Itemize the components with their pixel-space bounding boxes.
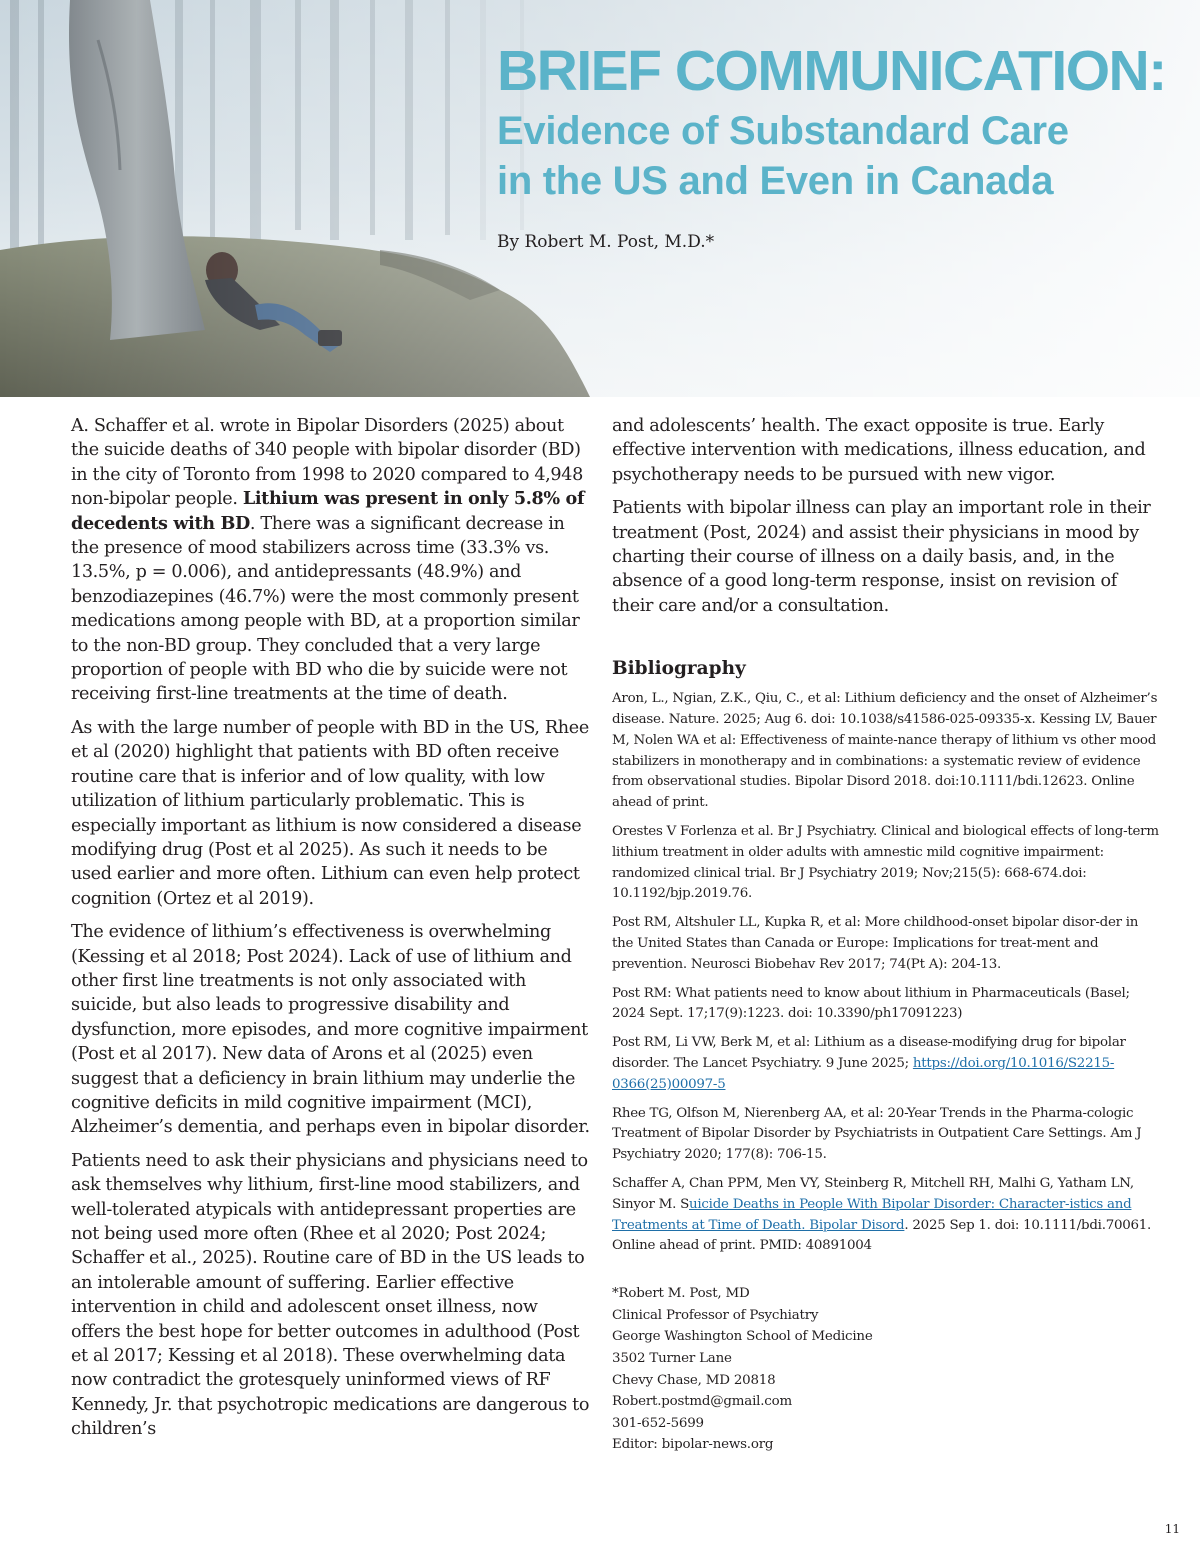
author-city: Chevy Chase, MD 20818 [612,1372,776,1388]
byline: By Robert M. Post, M.D.* [497,232,715,252]
paragraph-1-bold: Lithium was present in only 5.8% of decedents with BD [71,488,585,534]
paragraph-4-continued: and adolescents’ health. The exact opposite is true. Early effective intervention with medications, illness education, and psychotherapy needs to be pursued with new vigor. [612,416,1146,485]
bibliography-entry-4: Post RM: What patients need to know about lithium in Pharmaceuticals (Basel; 2024 Sept. 17;17(9):1223. doi: 10.3390/ph17091223) [612,985,1130,1022]
paragraph-1-text-a: A. Schaffer et al. wrote in Bipolar Disorders (2025) about the suicide deaths of 340 people with bipolar disorder (BD) in the city of Toronto from 1998 to 2020 compared to 4,948 non-bipolar people. [71,416,583,510]
page-number: 11 [1164,1522,1180,1536]
author-editor: Editor: bipolar-news.org [612,1437,774,1453]
bibliography-entry-6: Rhee TG, Olfson M, Nierenberg AA, et al: 20-Year Trends in the Pharma-cologic Treatment of Bipolar Disorder by Psychiatrists in Outpatient Care Settings. Am J Psychiatry 2020; 177(8): 706-15. [612,1105,1142,1163]
author-institution: George Washington School of Medicine [612,1329,873,1345]
paragraph-3: The evidence of lithium’s effectiveness is overwhelming (Kessing et al 2018; Post 2024). Lack of use of lithium and other first line treatments is not only associated with suicide, but also leads to progressive disability and dysfunction, more episodes, and more cognitive impairment (Post et al 2017). New data of Arons et al (2025) even suggest that a deficiency in brain lithium may underlie the cognitive deficits in mild cognitive impairment (MCI), Alzheimer’s dementia, and perhaps even in bipolar disorder. [71,922,590,1138]
doi-link[interactable]: https://doi.org/10.1016/S2215-0366(25)00097-5 [612,1056,1115,1092]
article-title-link[interactable]: uicide Deaths in People With Bipolar Disorder: Character-istics and Treatments at Time of Death. Bipolar Disord [612,1196,1132,1233]
article-subtitle [497,106,1187,206]
paragraph-4: Patients need to ask their physicians and physicians need to ask themselves why lithium, first-line mood stabilizers, and well-tolerated atypicals with antidepressant properties are not being used more often (Rhee et al 2020; Post 2024; Schaffer et al., 2025). Routine care of BD in the US leads to an intolerable amount of suffering. Earlier effective intervention in child and adolescent onset illness, now offers the best hope for better outcomes in adulthood (Post et al 2017; Kessing et al 2018). These overwhelming data now contradict the grotesquely uninformed views of RF Kennedy, Jr. that psychotropic medications are dangerous to children’s [71,1150,590,1440]
paragraph-1 [71,414,591,707]
bibliography-entry-7 [612,1174,1162,1257]
bibliography-entry-3: Post RM, Altshuler LL, Kupka R, et al: More childhood-onset bipolar disor-der in the United States than Canada or Europe: Implications for treat-ment and prevention. Neurosci Biobehav Rev 2017; 74(Pt A): 204-13. [612,915,1139,972]
bibliography-entry-5 [612,1033,1162,1095]
bibliography-heading: Bibliography [612,658,746,680]
right-column [612,414,1162,1456]
author-phone: 301-652-5699 [612,1415,704,1431]
subtitle-line-1: Evidence of Substandard Care [497,109,1069,153]
paragraph-1-text-b: . There was a significant decrease in the presence of mood stabilizers across time (33.3% vs. 13.5%, p = 0.006), and antidepressants (48.9%) and benzodiazepines (46.7%) were the most commonly present medications among people with BD, at a proportion similar to the non-BD group. They concluded that a very large proportion of people with BD who die by suicide were not receiving first-line treatments at the time of death. [71,513,580,705]
title-block [497,40,1187,206]
paragraph-2: As with the large number of people with BD in the US, Rhee et al (2020) highlight that patients with BD often receive routine care that is inferior and of low quality, with low utilization of lithium particularly problematic. This is especially important as lithium is now considered a disease modifying drug (Post et al 2025). As such it needs to be used earlier and more often. Lithium can even help protect cognition (Ortez et al 2019). [71,717,589,909]
bibliography-entry-5-text: Post RM, Li VW, Berk M, et al: Lithium as a disease-modifying drug for bipolar disorder. The Lancet Psychiatry. 9 June 2025; [612,1035,1126,1071]
bibliography-entry-2: Orestes V Forlenza et al. Br J Psychiatry. Clinical and biological effects of long-term lithium treatment in older adults with amnestic mild cognitive impairment: randomized clinical trial. Br J Psychiatry 2019; Nov;215(5): 668-674.doi: 10.1192/bjp.2019.76. [612,824,1159,902]
hero-banner [0,0,1200,397]
paragraph-5: Patients with bipolar illness can play an important role in their treatment (Post, 2024) and assist their physicians in mood by charting their course of illness on a daily basis, and, in the absence of a good long-term response, insist on revision of their care and/or a consultation. [612,498,1151,616]
left-column [71,414,591,1451]
author-street: 3502 Turner Lane [612,1350,732,1366]
author-name: *Robert M. Post, MD [612,1286,750,1302]
bibliography-entry-7-text: Schaffer A, Chan PPM, Men VY, Steinberg R, Mitchell RH, Malhi G, Yatham LN, Sinyor M. S [612,1175,1134,1212]
subtitle-line-2: in the US and Even in Canada [497,159,1054,203]
article-title: BRIEF COMMUNICATION: [497,39,1166,103]
author-email: Robert.postmd@gmail.com [612,1394,792,1410]
bibliography-entry-7-tail: . 2025 Sep 1. doi: 10.1111/bdi.70061. Online ahead of print. PMID: 40891004 [612,1217,1152,1254]
author-info [612,1283,1162,1456]
author-title: Clinical Professor of Psychiatry [612,1307,819,1323]
bibliography-entry-1: Aron, L., Ngian, Z.K., Qiu, C., et al: Lithium deficiency and the onset of Alzheimer’s disease. Nature. 2025; Aug 6. doi: 10.1038/s41586-025-09335-x. Kessing LV, Bauer M, Nolen WA et al: Effectiveness of mainte-nance therapy of lithium vs other mood stabilizers in monotherapy and in combinations: a systematic review of evidence from observational studies. Bipolar Disord 2018. doi:10.1111/bdi.12623. Online ahead of print. [612,691,1158,811]
